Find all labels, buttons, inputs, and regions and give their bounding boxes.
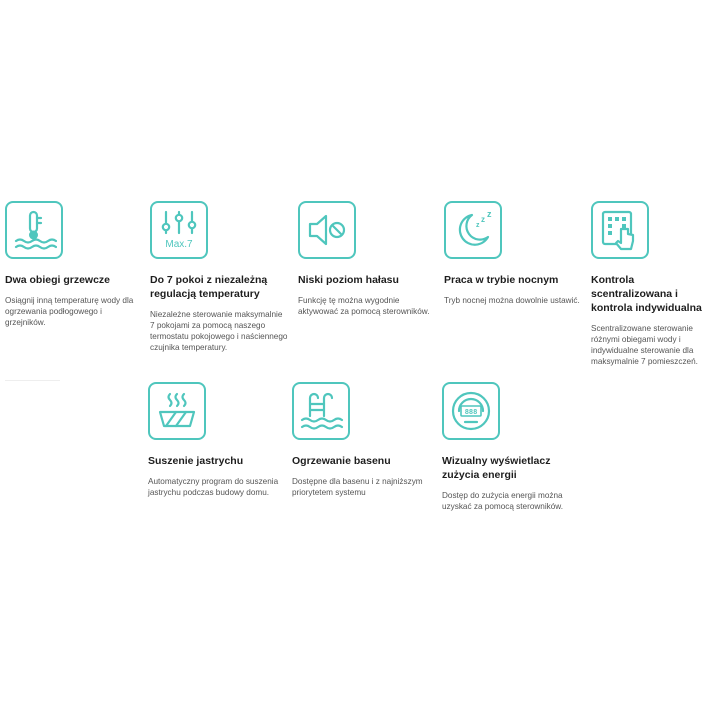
touch-panel-icon	[591, 201, 649, 259]
feature-description: Funkcję tę można wygodnie aktywować za pomocą sterowników.	[298, 296, 430, 316]
feature-title: Do 7 pokoi z niezależną regulacją temperatury	[150, 274, 268, 300]
feature-7-rooms	[150, 201, 288, 353]
divider	[5, 380, 60, 381]
feature-title: Niski poziom hałasu	[298, 274, 399, 286]
feature-description: Dostęp do zużycia energii można uzyskać za pomocą sterowników.	[442, 491, 564, 511]
speaker-mute-icon	[298, 201, 356, 259]
feature-title: Suszenie jastrychu	[148, 455, 244, 467]
feature-description: Automatyczny program do suszenia jastrychu podczas budowy domu.	[148, 477, 279, 497]
feature-night-mode	[444, 201, 582, 306]
svg-text:z: z	[487, 209, 492, 219]
svg-text:z: z	[476, 222, 480, 229]
feature-energy-display	[442, 382, 580, 512]
sliders-icon	[150, 201, 208, 259]
feature-description: Niezależne sterowanie maksymalnie 7 pokojami za pomocą naszego termostatu pokojowego i naściennego czujnika temperatury.	[150, 310, 288, 352]
feature-title: Wizualny wyświetlacz zużycia energii	[442, 455, 551, 481]
energy-display-icon	[442, 382, 500, 440]
feature-description: Scentralizowane sterowanie różnymi obiegami wody i indywidualne sterowanie dla maksymalnie 7 pomieszczeń.	[591, 324, 698, 366]
max-label: Max.7	[165, 239, 193, 250]
pool-ladder-icon	[292, 382, 350, 440]
svg-text:z: z	[481, 215, 485, 224]
thermometer-water-icon	[5, 201, 63, 259]
feature-description: Osiągnij inną temperaturę wody dla ogrzewania podłogowego i grzejników.	[5, 296, 134, 327]
feature-description: Tryb nocnej można dowolnie ustawić.	[444, 296, 580, 305]
feature-title: Kontrola scentralizowana i kontrola indywidualna	[591, 274, 702, 314]
feature-centralized-control	[591, 201, 717, 367]
moon-sleep-icon	[444, 201, 502, 259]
feature-screed-drying	[148, 382, 286, 498]
feature-title: Praca w trybie nocnym	[444, 274, 559, 286]
feature-pool-heating	[292, 382, 430, 498]
svg-text:888: 888	[464, 409, 478, 417]
feature-title: Ogrzewanie basenu	[292, 455, 391, 467]
feature-low-noise	[298, 201, 436, 317]
feature-dual-heating-circuits	[5, 201, 143, 328]
feature-title: Dwa obiegi grzewcze	[5, 274, 111, 286]
screed-drying-icon	[148, 382, 206, 440]
feature-description: Dostępne dla basenu i z najniższym priorytetem systemu	[292, 477, 423, 497]
